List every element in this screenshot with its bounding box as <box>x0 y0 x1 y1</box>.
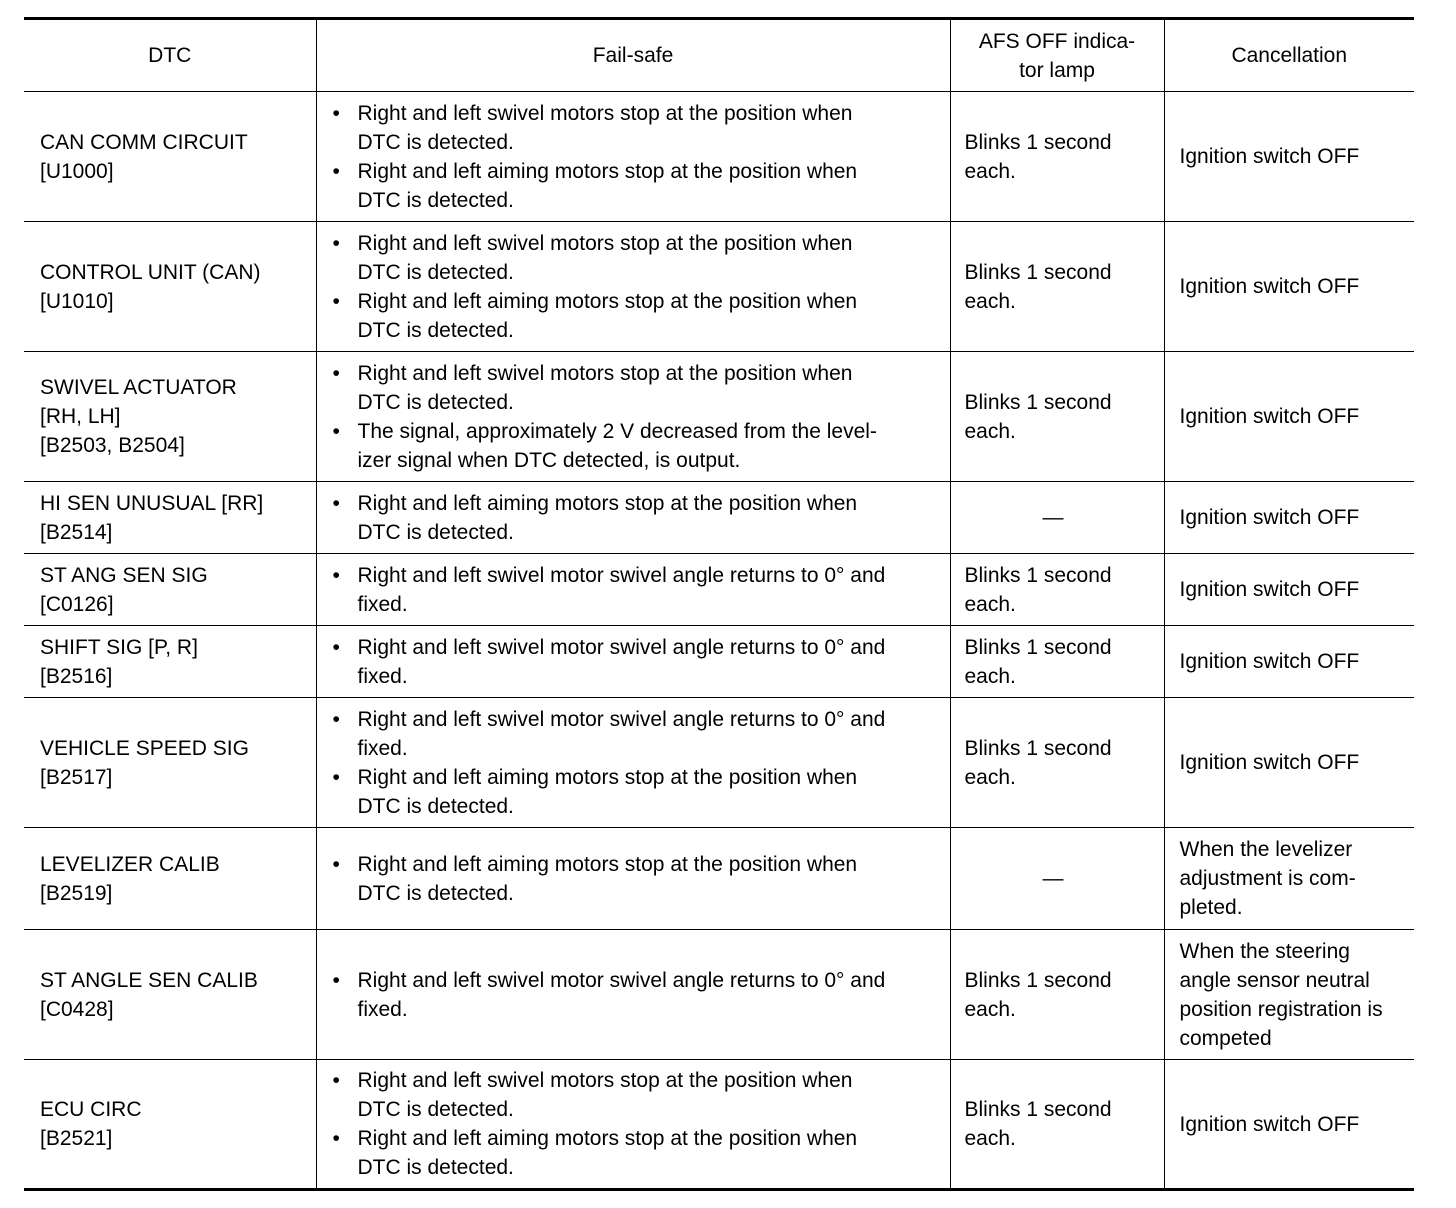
lamp-line: each. <box>964 765 1016 789</box>
failsafe-item <box>331 763 940 821</box>
lamp-line: Blinks 1 second <box>964 968 1112 992</box>
cancellation-line: adjustment is com- <box>1179 867 1356 890</box>
failsafe-line: Right and left swivel motors stop at the position when <box>357 1069 853 1092</box>
failsafe-line: Right and left aiming motors stop at the position when <box>357 159 858 183</box>
cancellation-line: position registration is <box>1179 997 1383 1021</box>
lamp-line: Blinks 1 second <box>964 260 1112 284</box>
lamp-cell <box>950 482 1164 554</box>
bullet-icon: • <box>332 968 340 992</box>
failsafe-cell <box>316 352 950 482</box>
dtc-cell <box>24 930 316 1060</box>
failsafe-line: DTC is detected. <box>357 520 514 544</box>
failsafe-item <box>331 633 940 691</box>
lamp-line: — <box>1042 506 1064 529</box>
lamp-line: each. <box>964 664 1016 688</box>
failsafe-line: Right and left swivel motor swivel angle returns to 0° and <box>357 635 886 659</box>
dtc-cell <box>24 828 316 930</box>
failsafe-line: DTC is detected. <box>357 794 514 818</box>
failsafe-line: DTC is detected. <box>357 318 514 342</box>
bullet-icon: • <box>332 1069 340 1092</box>
failsafe-item <box>331 157 940 215</box>
failsafe-line: DTC is detected. <box>357 130 514 154</box>
cancellation-line: Ignition switch OFF <box>1179 145 1360 168</box>
table-row <box>24 352 1414 482</box>
dtc-line: [C0126] <box>40 592 114 616</box>
lamp-cell <box>950 554 1164 626</box>
failsafe-line: DTC is detected. <box>357 260 514 284</box>
failsafe-line: fixed. <box>357 664 408 688</box>
bullet-icon: • <box>332 1127 340 1150</box>
failsafe-cell <box>316 92 950 222</box>
failsafe-list <box>331 850 940 908</box>
dtc-line: LEVELIZER CALIB <box>40 852 220 876</box>
bullet-icon: • <box>332 419 340 443</box>
lamp-cell <box>950 92 1164 222</box>
header-lamp-line: AFS OFF indica- <box>978 29 1136 53</box>
failsafe-line: Right and left swivel motor swivel angle returns to 0° and <box>357 968 886 992</box>
table-row <box>24 482 1414 554</box>
bullet-icon: • <box>332 635 340 659</box>
cancellation-line: When the levelizer <box>1179 838 1353 861</box>
lamp-line: Blinks 1 second <box>964 736 1112 760</box>
dtc-line: [RH, LH] <box>40 405 121 428</box>
bullet-icon: • <box>332 765 340 789</box>
bullet-icon: • <box>332 707 340 731</box>
cancellation-cell <box>1164 828 1414 930</box>
bullet-icon: • <box>332 159 340 183</box>
failsafe-list <box>331 99 940 215</box>
cancellation-cell <box>1164 92 1414 222</box>
table-row <box>24 930 1414 1060</box>
failsafe-cell <box>316 554 950 626</box>
header-lamp <box>950 19 1164 92</box>
failsafe-item <box>331 417 940 475</box>
cancellation-cell <box>1164 1060 1414 1190</box>
dtc-line: VEHICLE SPEED SIG <box>40 736 249 760</box>
lamp-line: each. <box>964 159 1016 183</box>
failsafe-item <box>331 850 940 908</box>
dtc-line: ECU CIRC <box>40 1098 142 1121</box>
failsafe-list <box>331 1066 940 1182</box>
cancellation-cell <box>1164 482 1414 554</box>
failsafe-item <box>331 561 940 619</box>
failsafe-item <box>331 287 940 345</box>
lamp-line: — <box>1042 867 1064 890</box>
failsafe-item <box>331 1124 940 1182</box>
lamp-line: each. <box>964 592 1016 616</box>
table-row <box>24 1060 1414 1190</box>
dtc-line: [B2519] <box>40 881 113 905</box>
dtc-line: HI SEN UNUSUAL [RR] <box>40 491 264 515</box>
bullet-icon: • <box>332 852 340 876</box>
cancellation-line: Ignition switch OFF <box>1179 506 1360 529</box>
cancellation-line: angle sensor neutral <box>1179 968 1370 992</box>
failsafe-line: DTC is detected. <box>357 881 514 905</box>
header-row <box>24 19 1414 92</box>
failsafe-line: Right and left swivel motors stop at the position when <box>357 231 853 255</box>
failsafe-line: fixed. <box>357 592 408 616</box>
failsafe-line: The signal, approximately 2 V decreased from the level- <box>357 419 877 443</box>
lamp-line: Blinks 1 second <box>964 635 1112 659</box>
cancellation-cell <box>1164 626 1414 698</box>
lamp-line: each. <box>964 419 1016 443</box>
failsafe-cell <box>316 930 950 1060</box>
lamp-line: Blinks 1 second <box>964 130 1112 154</box>
bullet-icon: • <box>332 231 340 255</box>
lamp-line: Blinks 1 second <box>964 390 1112 414</box>
table-row <box>24 554 1414 626</box>
failsafe-list <box>331 966 940 1024</box>
header-lamp-line: tor lamp <box>1019 58 1095 82</box>
failsafe-list <box>331 229 940 345</box>
failsafe-line: Right and left swivel motors stop at the position when <box>357 101 853 125</box>
bullet-icon: • <box>332 491 340 515</box>
dtc-cell <box>24 698 316 828</box>
cancellation-line: When the steering <box>1179 939 1350 963</box>
failsafe-cell <box>316 222 950 352</box>
header-failsafe: Fail-safe <box>316 19 950 92</box>
failsafe-item <box>331 489 940 547</box>
failsafe-item <box>331 99 940 157</box>
cancellation-cell <box>1164 352 1414 482</box>
lamp-line: each. <box>964 289 1016 313</box>
failsafe-line: Right and left aiming motors stop at the position when <box>357 765 858 789</box>
header-dtc: DTC <box>24 19 316 92</box>
cancellation-line: Ignition switch OFF <box>1179 650 1360 673</box>
dtc-line: CONTROL UNIT (CAN) <box>40 260 261 284</box>
dtc-line: [B2516] <box>40 664 113 688</box>
failsafe-list <box>331 561 940 619</box>
cancellation-cell <box>1164 930 1414 1060</box>
lamp-cell <box>950 626 1164 698</box>
failsafe-line: DTC is detected. <box>357 188 514 212</box>
lamp-cell <box>950 352 1164 482</box>
bullet-icon: • <box>332 563 340 587</box>
fail-safe-table <box>24 17 1414 1191</box>
failsafe-line: Right and left aiming motors stop at the position when <box>357 289 858 313</box>
cancellation-cell <box>1164 698 1414 828</box>
lamp-cell <box>950 1060 1164 1190</box>
failsafe-list <box>331 633 940 691</box>
failsafe-item <box>331 1066 940 1124</box>
cancellation-line: pleted. <box>1179 896 1243 919</box>
dtc-line: ST ANG SEN SIG <box>40 563 208 587</box>
failsafe-cell <box>316 482 950 554</box>
dtc-line: [C0428] <box>40 997 114 1021</box>
table-row <box>24 698 1414 828</box>
dtc-cell <box>24 554 316 626</box>
table-header <box>24 19 1414 92</box>
failsafe-cell <box>316 698 950 828</box>
dtc-cell <box>24 352 316 482</box>
table-row <box>24 222 1414 352</box>
lamp-cell <box>950 222 1164 352</box>
failsafe-list <box>331 489 940 547</box>
failsafe-line: izer signal when DTC detected, is output. <box>357 448 741 472</box>
dtc-cell <box>24 1060 316 1190</box>
failsafe-line: DTC is detected. <box>357 1098 514 1121</box>
dtc-line: SHIFT SIG [P, R] <box>40 635 198 659</box>
bullet-icon: • <box>332 361 340 385</box>
cancellation-line: competed <box>1179 1026 1272 1050</box>
failsafe-item <box>331 229 940 287</box>
dtc-line: ST ANGLE SEN CALIB <box>40 968 258 992</box>
table-row <box>24 92 1414 222</box>
cancellation-cell <box>1164 222 1414 352</box>
lamp-line: each. <box>964 997 1016 1021</box>
failsafe-cell <box>316 1060 950 1190</box>
cancellation-line: Ignition switch OFF <box>1179 405 1360 428</box>
dtc-cell <box>24 626 316 698</box>
dtc-line: SWIVEL ACTUATOR <box>40 376 237 399</box>
failsafe-line: Right and left aiming motors stop at the position when <box>357 852 858 876</box>
lamp-cell <box>950 828 1164 930</box>
table-row <box>24 626 1414 698</box>
failsafe-line: fixed. <box>357 997 408 1021</box>
cancellation-line: Ignition switch OFF <box>1179 751 1360 774</box>
lamp-cell <box>950 930 1164 1060</box>
lamp-line: Blinks 1 second <box>964 1098 1112 1121</box>
failsafe-item <box>331 705 940 763</box>
failsafe-list <box>331 359 940 475</box>
failsafe-line: Right and left aiming motors stop at the position when <box>357 491 858 515</box>
dtc-cell <box>24 482 316 554</box>
cancellation-cell <box>1164 554 1414 626</box>
table-body <box>24 92 1414 1190</box>
failsafe-list <box>331 705 940 821</box>
failsafe-cell <box>316 828 950 930</box>
failsafe-line: fixed. <box>357 736 408 760</box>
dtc-line: [B2514] <box>40 520 113 544</box>
dtc-line: [B2521] <box>40 1127 113 1150</box>
failsafe-cell <box>316 626 950 698</box>
cancellation-line: Ignition switch OFF <box>1179 578 1360 601</box>
failsafe-line: DTC is detected. <box>357 390 514 414</box>
cancellation-line: Ignition switch OFF <box>1179 1112 1360 1136</box>
header-cancellation: Cancellation <box>1164 19 1414 92</box>
bullet-icon: • <box>332 289 340 313</box>
lamp-cell <box>950 698 1164 828</box>
bullet-icon: • <box>332 101 340 125</box>
table-row <box>24 828 1414 930</box>
failsafe-line: Right and left swivel motors stop at the position when <box>357 361 853 385</box>
failsafe-item <box>331 966 940 1024</box>
lamp-line: each. <box>964 1127 1016 1150</box>
failsafe-line: DTC is detected. <box>357 1156 514 1179</box>
failsafe-line: Right and left swivel motor swivel angle returns to 0° and <box>357 707 886 731</box>
dtc-line: [B2503, B2504] <box>40 434 185 457</box>
lamp-line: Blinks 1 second <box>964 563 1112 587</box>
failsafe-line: Right and left aiming motors stop at the position when <box>357 1127 858 1150</box>
failsafe-line: Right and left swivel motor swivel angle returns to 0° and <box>357 563 886 587</box>
dtc-cell <box>24 92 316 222</box>
cancellation-line: Ignition switch OFF <box>1179 275 1360 298</box>
dtc-line: [U1000] <box>40 159 114 183</box>
dtc-cell <box>24 222 316 352</box>
dtc-line: [B2517] <box>40 765 113 789</box>
dtc-line: [U1010] <box>40 289 114 313</box>
dtc-line: CAN COMM CIRCUIT <box>40 130 248 154</box>
failsafe-item <box>331 359 940 417</box>
